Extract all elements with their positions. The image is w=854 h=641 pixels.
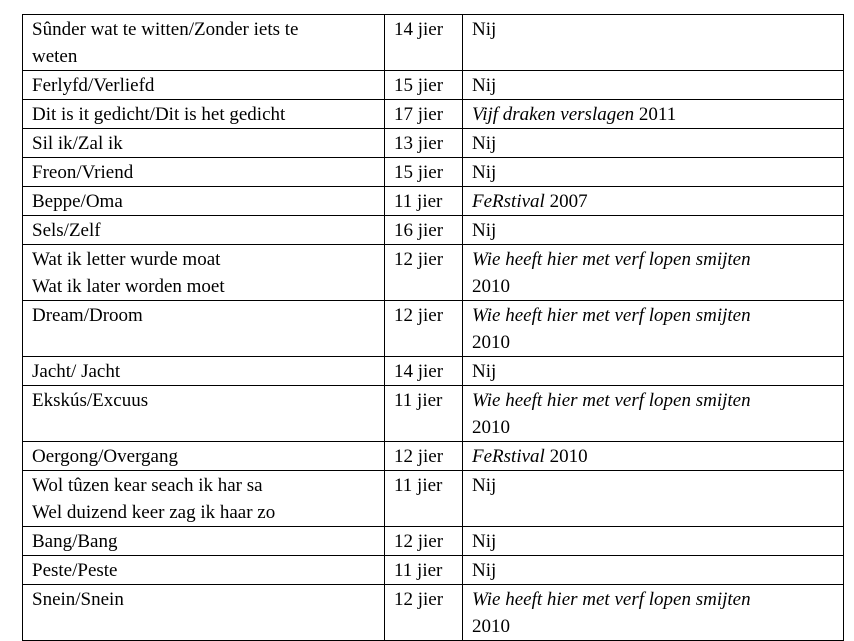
source-cell bbox=[463, 442, 844, 471]
source-plain-text: Nij bbox=[472, 75, 497, 96]
source-plain-text: 2010 bbox=[472, 276, 510, 297]
source-plain-text: Nij bbox=[472, 162, 497, 183]
source-cell bbox=[463, 100, 844, 129]
poet-age-cell: 12 jier bbox=[385, 527, 463, 556]
poem-title-cell bbox=[23, 357, 385, 386]
poem-title-cell bbox=[23, 442, 385, 471]
poet-age-cell: 16 jier bbox=[385, 216, 463, 245]
source-cell bbox=[463, 301, 844, 357]
source-publication-title: Wie heeft hier met verf lopen smijten bbox=[472, 249, 751, 270]
source-cell bbox=[463, 187, 844, 216]
poem-title-cell bbox=[23, 386, 385, 442]
poet-age-cell: 11 jier bbox=[385, 386, 463, 442]
source-publication-title: FeRstival bbox=[472, 446, 545, 467]
poet-age-cell: 13 jier bbox=[385, 129, 463, 158]
source-plain-text: Nij bbox=[472, 531, 497, 552]
poem-title-cell bbox=[23, 527, 385, 556]
source-plain-text: Nij bbox=[472, 220, 497, 241]
poet-age-cell: 15 jier bbox=[385, 158, 463, 187]
source-publication-title: Wie heeft hier met verf lopen smijten bbox=[472, 305, 751, 326]
poems-table-body bbox=[23, 15, 844, 641]
source-plain-text: Nij bbox=[472, 361, 497, 382]
source-cell bbox=[463, 245, 844, 301]
source-cell bbox=[463, 386, 844, 442]
poem-title-line: Dit is it gedicht/Dit is het gedicht bbox=[32, 104, 286, 125]
poem-title-cell bbox=[23, 556, 385, 585]
poem-title-cell bbox=[23, 245, 385, 301]
source-cell bbox=[463, 129, 844, 158]
source-cell bbox=[463, 556, 844, 585]
table-row bbox=[23, 442, 844, 471]
poem-title-line: Beppe/Oma bbox=[32, 191, 123, 212]
poet-age-cell: 11 jier bbox=[385, 471, 463, 527]
source-plain-text: 2010 bbox=[472, 417, 510, 438]
poem-title-line: Sûnder wat te witten/Zonder iets te bbox=[32, 19, 299, 40]
table-row bbox=[23, 556, 844, 585]
table-row bbox=[23, 357, 844, 386]
poet-age-cell: 12 jier bbox=[385, 585, 463, 641]
table-row bbox=[23, 71, 844, 100]
table-row bbox=[23, 100, 844, 129]
poet-age-cell: 14 jier bbox=[385, 357, 463, 386]
source-plain-text: Nij bbox=[472, 133, 497, 154]
source-plain-text: Nij bbox=[472, 19, 497, 40]
poem-title-line: Bang/Bang bbox=[32, 531, 118, 552]
poet-age-cell: 11 jier bbox=[385, 556, 463, 585]
table-row bbox=[23, 187, 844, 216]
poet-age-cell: 12 jier bbox=[385, 245, 463, 301]
source-cell bbox=[463, 527, 844, 556]
poem-title-cell bbox=[23, 129, 385, 158]
poem-title-cell bbox=[23, 71, 385, 100]
poem-title-cell bbox=[23, 158, 385, 187]
table-row bbox=[23, 527, 844, 556]
poem-title-line: Freon/Vriend bbox=[32, 162, 134, 183]
source-publication-title: Vijf draken verslagen bbox=[472, 104, 635, 125]
table-row bbox=[23, 301, 844, 357]
poem-title-cell bbox=[23, 15, 385, 71]
table-row bbox=[23, 216, 844, 245]
source-plain-text: 2010 bbox=[472, 616, 510, 637]
poet-age-cell: 14 jier bbox=[385, 15, 463, 71]
table-row bbox=[23, 15, 844, 71]
poem-title-cell bbox=[23, 301, 385, 357]
table-row bbox=[23, 386, 844, 442]
source-publication-title: Wie heeft hier met verf lopen smijten bbox=[472, 390, 751, 411]
table-row bbox=[23, 471, 844, 527]
source-plain-text: Nij bbox=[472, 560, 497, 581]
poem-title-line: weten bbox=[32, 46, 78, 67]
table-row bbox=[23, 585, 844, 641]
poem-title-line: Wel duizend keer zag ik haar zo bbox=[32, 502, 276, 523]
table-row bbox=[23, 245, 844, 301]
source-plain-text: 2010 bbox=[472, 332, 510, 353]
source-cell bbox=[463, 15, 844, 71]
poem-title-line: Snein/Snein bbox=[32, 589, 124, 610]
source-cell bbox=[463, 71, 844, 100]
poem-title-line: Sil ik/Zal ik bbox=[32, 133, 123, 154]
poem-title-line: Peste/Peste bbox=[32, 560, 118, 581]
poet-age-cell: 17 jier bbox=[385, 100, 463, 129]
poem-title-line: Wol tûzen kear seach ik har sa bbox=[32, 475, 263, 496]
source-plain-text: 2011 bbox=[634, 104, 677, 125]
poem-title-cell bbox=[23, 585, 385, 641]
poems-table bbox=[22, 14, 844, 641]
poet-age-cell: 12 jier bbox=[385, 442, 463, 471]
source-plain-text: 2010 bbox=[544, 446, 588, 467]
poem-title-cell bbox=[23, 216, 385, 245]
source-cell bbox=[463, 471, 844, 527]
poem-title-cell bbox=[23, 471, 385, 527]
poem-title-line: Oergong/Overgang bbox=[32, 446, 178, 467]
source-cell bbox=[463, 216, 844, 245]
source-publication-title: FeRstival bbox=[472, 191, 545, 212]
table-row bbox=[23, 129, 844, 158]
poem-title-line: Dream/Droom bbox=[32, 305, 143, 326]
poet-age-cell: 11 jier bbox=[385, 187, 463, 216]
poem-title-line: Jacht/ Jacht bbox=[32, 361, 121, 382]
source-cell bbox=[463, 158, 844, 187]
poem-title-line: Wat ik later worden moet bbox=[32, 276, 225, 297]
source-cell bbox=[463, 585, 844, 641]
poem-title-cell bbox=[23, 187, 385, 216]
poem-title-line: Wat ik letter wurde moat bbox=[32, 249, 221, 270]
source-plain-text: Nij bbox=[472, 475, 497, 496]
table-row bbox=[23, 158, 844, 187]
source-publication-title: Wie heeft hier met verf lopen smijten bbox=[472, 589, 751, 610]
source-plain-text: 2007 bbox=[544, 191, 588, 212]
poem-title-cell bbox=[23, 100, 385, 129]
poem-title-line: Ferlyfd/Verliefd bbox=[32, 75, 155, 96]
poem-title-line: Ekskús/Excuus bbox=[32, 390, 149, 411]
poet-age-cell: 12 jier bbox=[385, 301, 463, 357]
poet-age-cell: 15 jier bbox=[385, 71, 463, 100]
source-cell bbox=[463, 357, 844, 386]
poem-title-line: Sels/Zelf bbox=[32, 220, 101, 241]
